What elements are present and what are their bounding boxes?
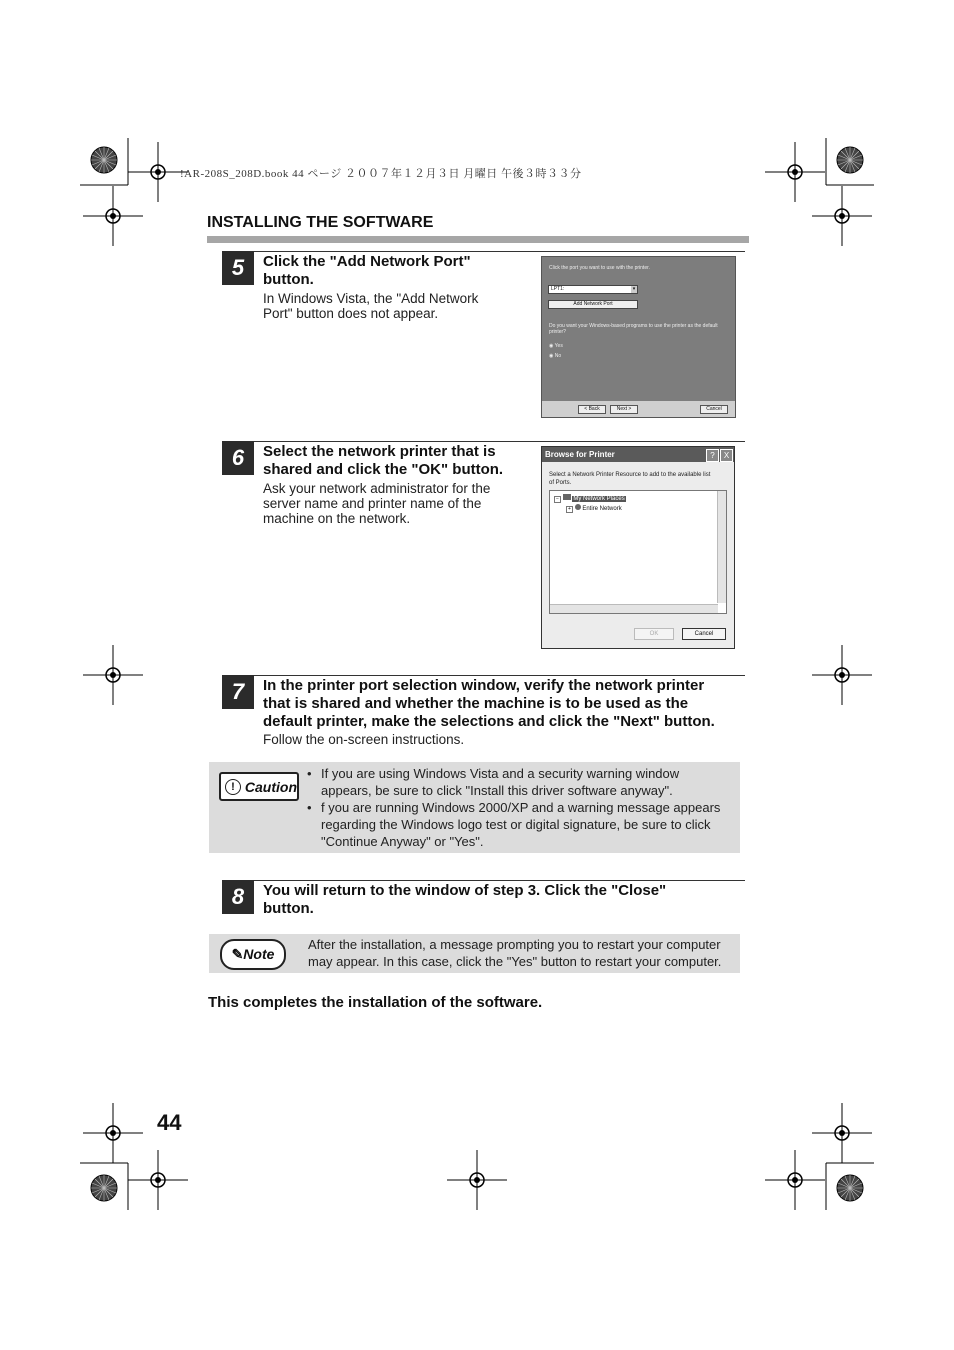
step-6-body: Ask your network administrator for the server name and printer name of the machine on the network. <box>263 481 491 526</box>
step-5-number: 5 <box>222 251 254 285</box>
step-5-body: In Windows Vista, the "Add Network Port" button does not appear. <box>263 291 479 321</box>
registration-sunburst-icon <box>837 1175 863 1201</box>
tree-item-entire-network[interactable]: + Entire Network <box>566 504 622 513</box>
bullet-dot: • <box>307 800 312 815</box>
section-title: INSTALLING THE SOFTWARE <box>207 214 434 231</box>
step-8-rule <box>222 880 745 881</box>
dialog-instruction: Select a Network Printer Resource to add to the available list of Ports. <box>549 472 711 486</box>
network-icon <box>563 494 571 500</box>
port-select[interactable]: LPT1: ▾ <box>548 285 638 294</box>
registration-crosshair-icon <box>765 142 825 202</box>
caution-bullet: • f you are running Windows 2000/XP and a warning message appears regarding the Windows logo test or digital signature, be sure to click "Continue Anyway" or "Yes". <box>307 800 721 849</box>
expand-icon[interactable]: + <box>566 506 573 513</box>
expand-icon[interactable]: − <box>554 496 561 503</box>
dialog-title-bar <box>542 447 734 462</box>
bullet-dot: • <box>307 766 312 781</box>
step-7-rule <box>222 675 745 676</box>
step-6-number: 6 <box>222 441 254 475</box>
wizard-button-bar <box>542 401 735 417</box>
step-6-title: Select the network printer that is shared and click the "OK" button. <box>263 443 504 478</box>
caution-badge <box>219 772 299 801</box>
port-prompt: Click the port you want to use with the printer. <box>549 265 650 271</box>
registration-crosshair-icon <box>128 142 188 202</box>
section-title-bar <box>207 236 749 243</box>
registration-crosshair-icon <box>812 1103 872 1163</box>
vertical-scrollbar[interactable] <box>717 491 726 603</box>
warning-icon: ! <box>225 779 241 795</box>
next-button[interactable]: Next > <box>610 405 638 414</box>
file-header-line: !AR-208S_208D.book 44 ページ ２００７年１２月３日 月曜日 午後３時３３分 <box>180 168 582 180</box>
note-box <box>209 934 740 973</box>
registration-sunburst-icon <box>837 147 863 173</box>
completion-message: This completes the installation of the software. <box>208 994 543 1011</box>
caution-label: Caution <box>244 778 297 795</box>
registration-crosshair-icon <box>83 1103 143 1163</box>
no-radio[interactable]: ◉ No <box>549 353 562 359</box>
printer-port-wizard-screenshot <box>541 256 736 418</box>
back-button[interactable]: < Back <box>578 405 606 414</box>
note-text: After the installation, a message prompting you to restart your computer may appear. In this case, click the "Yes" button to restart your computer. <box>308 937 722 969</box>
browse-for-printer-screenshot <box>541 446 735 649</box>
globe-icon <box>575 504 581 510</box>
cancel-button[interactable]: Cancel <box>700 405 728 414</box>
registration-crosshair-icon <box>447 1150 507 1210</box>
yes-radio[interactable]: ◉ Yes <box>549 343 563 349</box>
registration-sunburst-icon <box>91 1175 117 1201</box>
note-label: Note <box>243 946 275 962</box>
step-8-number: 8 <box>222 880 254 914</box>
step-7-title: In the printer port selection window, verify the network printer that is shared and whether the machine is to be used as the default printer, make the selections and click the "Next" button. <box>263 677 715 730</box>
add-network-port-button[interactable]: Add Network Port <box>548 300 638 309</box>
ok-button[interactable]: OK <box>634 628 674 640</box>
printer-tree-view[interactable] <box>549 490 727 614</box>
step-5-rule <box>222 251 745 252</box>
step-8-title: You will return to the window of step 3. Click the "Close" button. <box>263 882 667 917</box>
pencil-icon: ✎ <box>231 946 244 962</box>
caution-box <box>209 762 740 853</box>
close-icon[interactable]: X <box>720 449 733 462</box>
registration-crosshair-icon <box>765 1150 825 1210</box>
step-5-title: Click the "Add Network Port" button. <box>263 253 471 288</box>
cancel-button[interactable]: Cancel <box>682 628 726 640</box>
registration-crosshair-icon <box>812 645 872 705</box>
dialog-title: Browse for Printer <box>545 450 615 459</box>
registration-crosshair-icon <box>128 1150 188 1210</box>
registration-crosshair-icon <box>812 186 872 246</box>
note-badge <box>220 939 286 970</box>
help-icon[interactable]: ? <box>706 449 719 462</box>
registration-sunburst-icon <box>91 147 117 173</box>
caution-bullet: • If you are using Windows Vista and a security warning window appears, be sure to click "Install this driver software anyway". <box>307 766 680 798</box>
registration-crosshair-icon <box>83 186 143 246</box>
step-7-body: Follow the on-screen instructions. <box>263 732 465 747</box>
default-printer-question: Do you want your Windows-based programs to use the printer as the default printer? <box>549 323 718 335</box>
horizontal-scrollbar[interactable] <box>550 604 718 613</box>
chevron-down-icon: ▾ <box>632 286 636 292</box>
step-7-number: 7 <box>222 675 254 709</box>
registration-crosshair-icon <box>83 645 143 705</box>
step-6-rule <box>222 441 745 442</box>
page-number: 44 <box>157 1110 182 1135</box>
tree-item-my-network-places[interactable]: − My Network Places <box>554 494 626 503</box>
